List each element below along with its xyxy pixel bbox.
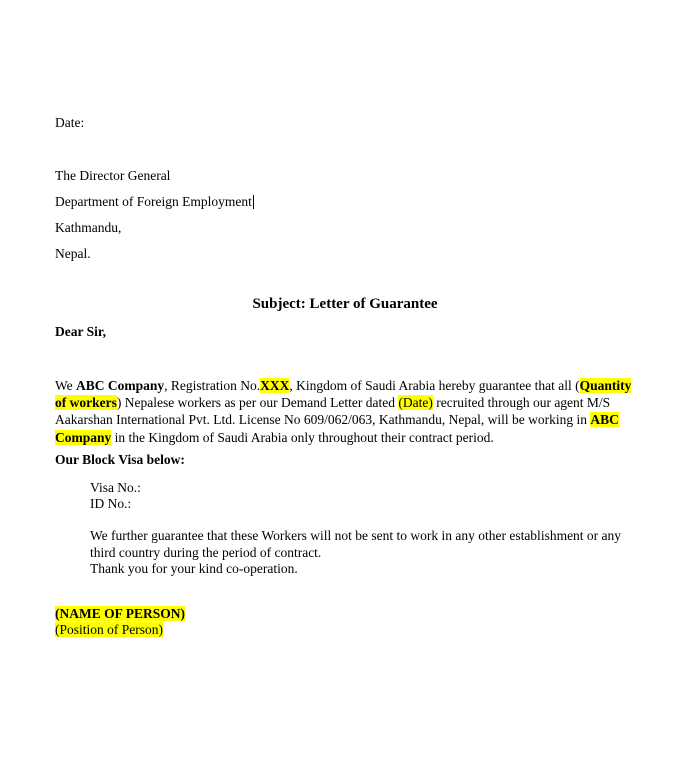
date-label: Date: (55, 115, 85, 130)
id-number-label: ID No.: (90, 496, 132, 511)
guarantee-body-paragraph (55, 377, 641, 446)
recipient-department (55, 194, 254, 210)
segment-demand-letter-text: ) Nepalese workers as per our Demand Letter dated (116, 395, 399, 411)
text-cursor-caret (253, 195, 254, 209)
segment-company-name: ABC Company (76, 378, 165, 393)
segment-quantity-placeholder: Quantity of workers (55, 378, 632, 411)
signature-position-highlight: (Position of Person) (55, 622, 163, 637)
segment-company-name-placeholder: ABC Company (55, 412, 619, 445)
signature-name-highlight: (NAME OF PERSON) (55, 606, 185, 621)
signature-name-placeholder (55, 606, 185, 622)
recipient-city: Kathmandu, (55, 220, 122, 235)
recipient-country: Nepal. (55, 246, 91, 261)
segment-date-placeholder: (Date) (398, 395, 433, 411)
subject-heading: Subject: Letter of Guarantee (252, 296, 438, 312)
recipient-title: The Director General (55, 168, 171, 183)
segment-registration-number-placeholder: XXX (260, 378, 290, 393)
segment-intro: We (55, 378, 77, 393)
closing-thanks: Thank you for your kind co-operation. (90, 561, 298, 576)
further-guarantee-paragraph: We further guarantee that these Workers will not be sent to work in any other establishment or any third country during the period of contract. (90, 528, 622, 560)
segment-guarantee-text: , Kingdom of Saudi Arabia hereby guarantee that all ( (289, 378, 580, 393)
segment-agent-text: recruited through our agent M/S Aakarshan International Pvt. Ltd. License No 609/062/063, Kathmandu, Nepal, will be working in (55, 395, 611, 428)
visa-number-label: Visa No.: (90, 480, 141, 495)
block-visa-heading: Our Block Visa below: (55, 452, 185, 467)
segment-contract-period-text: in the Kingdom of Saudi Arabia only throughout their contract period. (111, 429, 494, 445)
segment-registration-label: , Registration No. (164, 378, 261, 393)
signature-position-placeholder (55, 622, 163, 638)
recipient-department-text: Department of Foreign Employment (55, 194, 252, 209)
salutation: Dear Sir, (55, 324, 107, 339)
